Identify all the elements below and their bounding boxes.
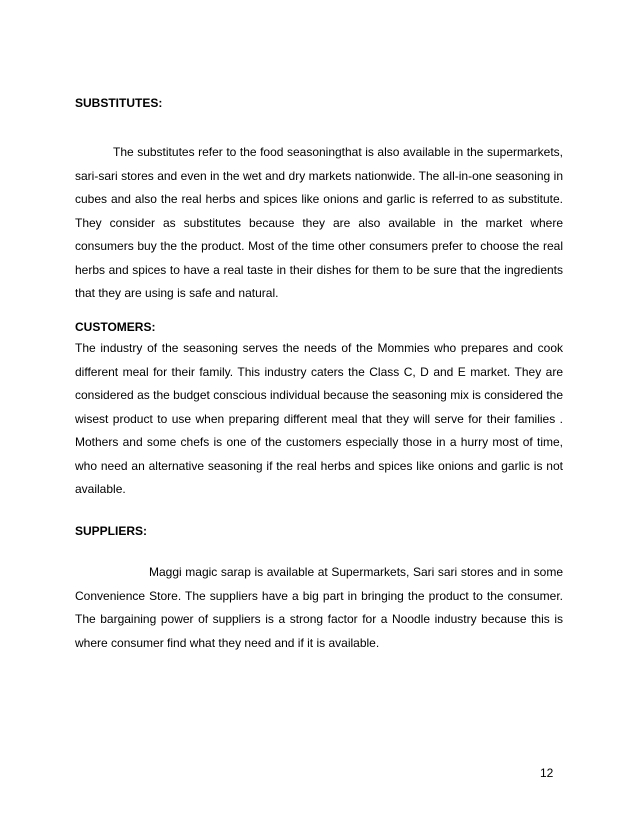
customers-heading: CUSTOMERS: [75, 320, 156, 334]
substitutes-heading: SUBSTITUTES: [75, 96, 163, 110]
customers-paragraph: The industry of the seasoning serves the needs of the Mommies who prepares and cook different meal for their family. This industry caters the Class C, D and E market. They are considered as the budget conscious individual because the seasoning mix is considered the wisest product to use when preparing different meal that they will serve for their families . Mothers and some chefs is one of the customers especially those in a hurry most of time, who need an alternative seasoning if the real herbs and spices like onions and garlic is not available. [75, 341, 563, 496]
suppliers-paragraph: Maggi magic sarap is available at Supermarkets, Sari sari stores and in some Convenience Store. The suppliers have a big part in bringing the product to the consumer. The bargaining power of suppliers is a strong factor for a Noodle industry because this is where consumer find what they need and if it is available. [75, 565, 563, 650]
substitutes-paragraph: The substitutes refer to the food seasoningthat is also available in the supermarkets, sari-sari stores and even in the wet and dry markets nationwide. The all-in-one seasoning in cubes and also the real herbs and spices like onions and garlic is referred to as substitute. They consider as substitutes because they are also available in the market where consumers buy the the product. Most of the time other consumers prefer to choose the real herbs and spices to have a real taste in their dishes for them to be sure that the ingredients that they are using is safe and natural. [75, 145, 563, 300]
suppliers-heading: SUPPLIERS: [75, 524, 148, 538]
page-number: 12 [540, 766, 554, 780]
